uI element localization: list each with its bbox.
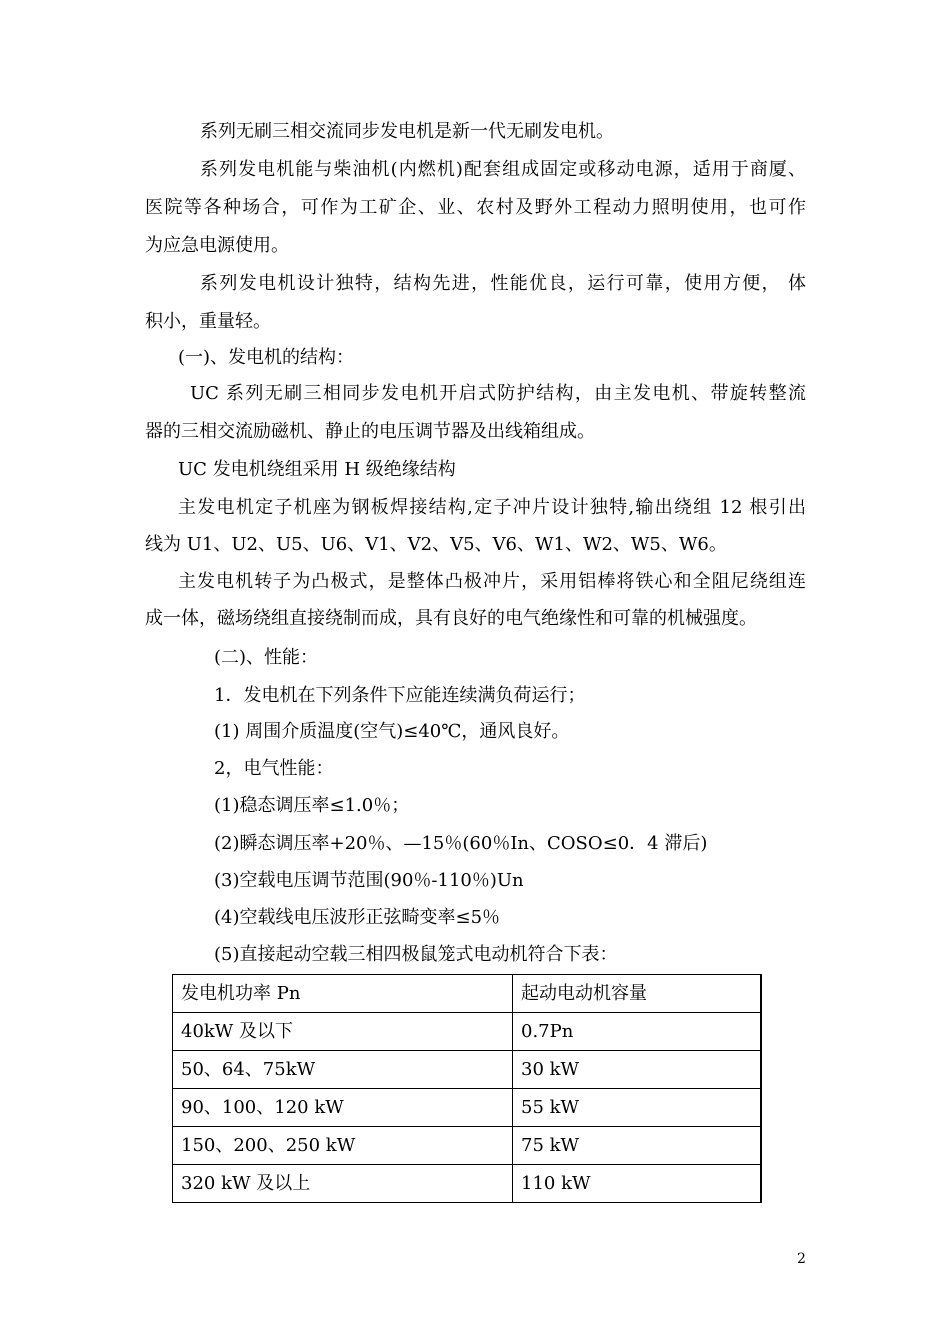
paragraph-line: 医院等各种场合，可作为工矿企、业、农村及野外工程动力照明使用，也可作: [145, 197, 806, 218]
list-item: (4)空载线电压波形正弦畸变率≤5％: [214, 907, 501, 928]
paragraph-line: 系列发电机能与柴油机(内燃机)配套组成固定或移动电源，适用于商厦、: [200, 159, 806, 180]
paragraph-line: 线为 U1、U2、U5、U6、V1、V2、V5、V6、W1、W2、W5、W6。: [145, 534, 727, 555]
paragraph-line: 系列无刷三相交流同步发电机是新一代无刷发电机。: [200, 121, 614, 142]
list-item: 1．发电机在下列条件下应能连续满负荷运行；: [214, 685, 586, 706]
paragraph-line: 主发电机转子为凸极式，是整体凸极冲片，采用铝棒将铁心和全阻尼绕组连: [178, 571, 806, 592]
table-cell: 320 kW 及以上: [173, 1165, 513, 1203]
list-item: (2)瞬态调压率+20％、—15％(60％In、COSO≤0．4 滞后): [214, 833, 708, 854]
table-header-cell: 发电机功率 Pn: [173, 975, 513, 1013]
table-row: [173, 1051, 762, 1089]
table-cell: 0.7Pn: [513, 1013, 762, 1051]
list-item: (3)空载电压调节范围(90％-110％)Un: [214, 870, 524, 891]
paragraph-line: 积小，重量轻。: [145, 311, 271, 332]
table-header-row: [173, 975, 762, 1013]
table-header-cell: 起动电动机容量: [513, 975, 762, 1013]
table-cell: 75 kW: [513, 1127, 762, 1165]
list-item: (1) 周围介质温度(空气)≤40℃，通风良好。: [214, 721, 570, 742]
table-cell: 150、200、250 kW: [173, 1127, 513, 1165]
section-heading: (二)、性能：: [214, 647, 319, 668]
paragraph-line: 系列发电机设计独特，结构先进，性能优良，运行可靠，使用方便， 体: [200, 273, 806, 294]
list-item: 2，电气性能：: [214, 758, 334, 779]
paragraph-line: 成一体，磁场绕组直接绕制而成，具有良好的电气绝缘性和可靠的机械强度。: [145, 608, 757, 629]
motor-capacity-table: [172, 974, 762, 1203]
paragraph-line: UC 系列无刷三相同步发电机开启式防护结构，由主发电机、带旋转整流: [190, 383, 806, 404]
page-number: 2: [797, 1251, 806, 1267]
table-cell: 50、64、75kW: [173, 1051, 513, 1089]
table-cell: 40kW 及以下: [173, 1013, 513, 1051]
table-cell: 110 kW: [513, 1165, 762, 1203]
table-row: [173, 1089, 762, 1127]
table-cell: 30 kW: [513, 1051, 762, 1089]
section-heading: (一)、发电机的结构：: [178, 347, 355, 368]
table-cell: 90、100、120 kW: [173, 1089, 513, 1127]
table-row: [173, 1013, 762, 1051]
paragraph-line: UC 发电机绕组采用 H 级绝缘结构: [178, 459, 456, 480]
table-row: [173, 1127, 762, 1165]
paragraph-line: 器的三相交流励磁机、静止的电压调节器及出线箱组成。: [145, 421, 595, 442]
list-item: (1)稳态调压率≤1.0％；: [214, 795, 410, 816]
table-row: [173, 1165, 762, 1203]
paragraph-line: 主发电机定子机座为钢板焊接结构,定子冲片设计独特,输出绕组 12 根引出: [178, 497, 806, 518]
list-item: (5)直接起动空载三相四极鼠笼式电动机符合下表：: [214, 944, 618, 965]
table-cell: 55 kW: [513, 1089, 762, 1127]
paragraph-line: 为应急电源使用。: [145, 235, 289, 256]
